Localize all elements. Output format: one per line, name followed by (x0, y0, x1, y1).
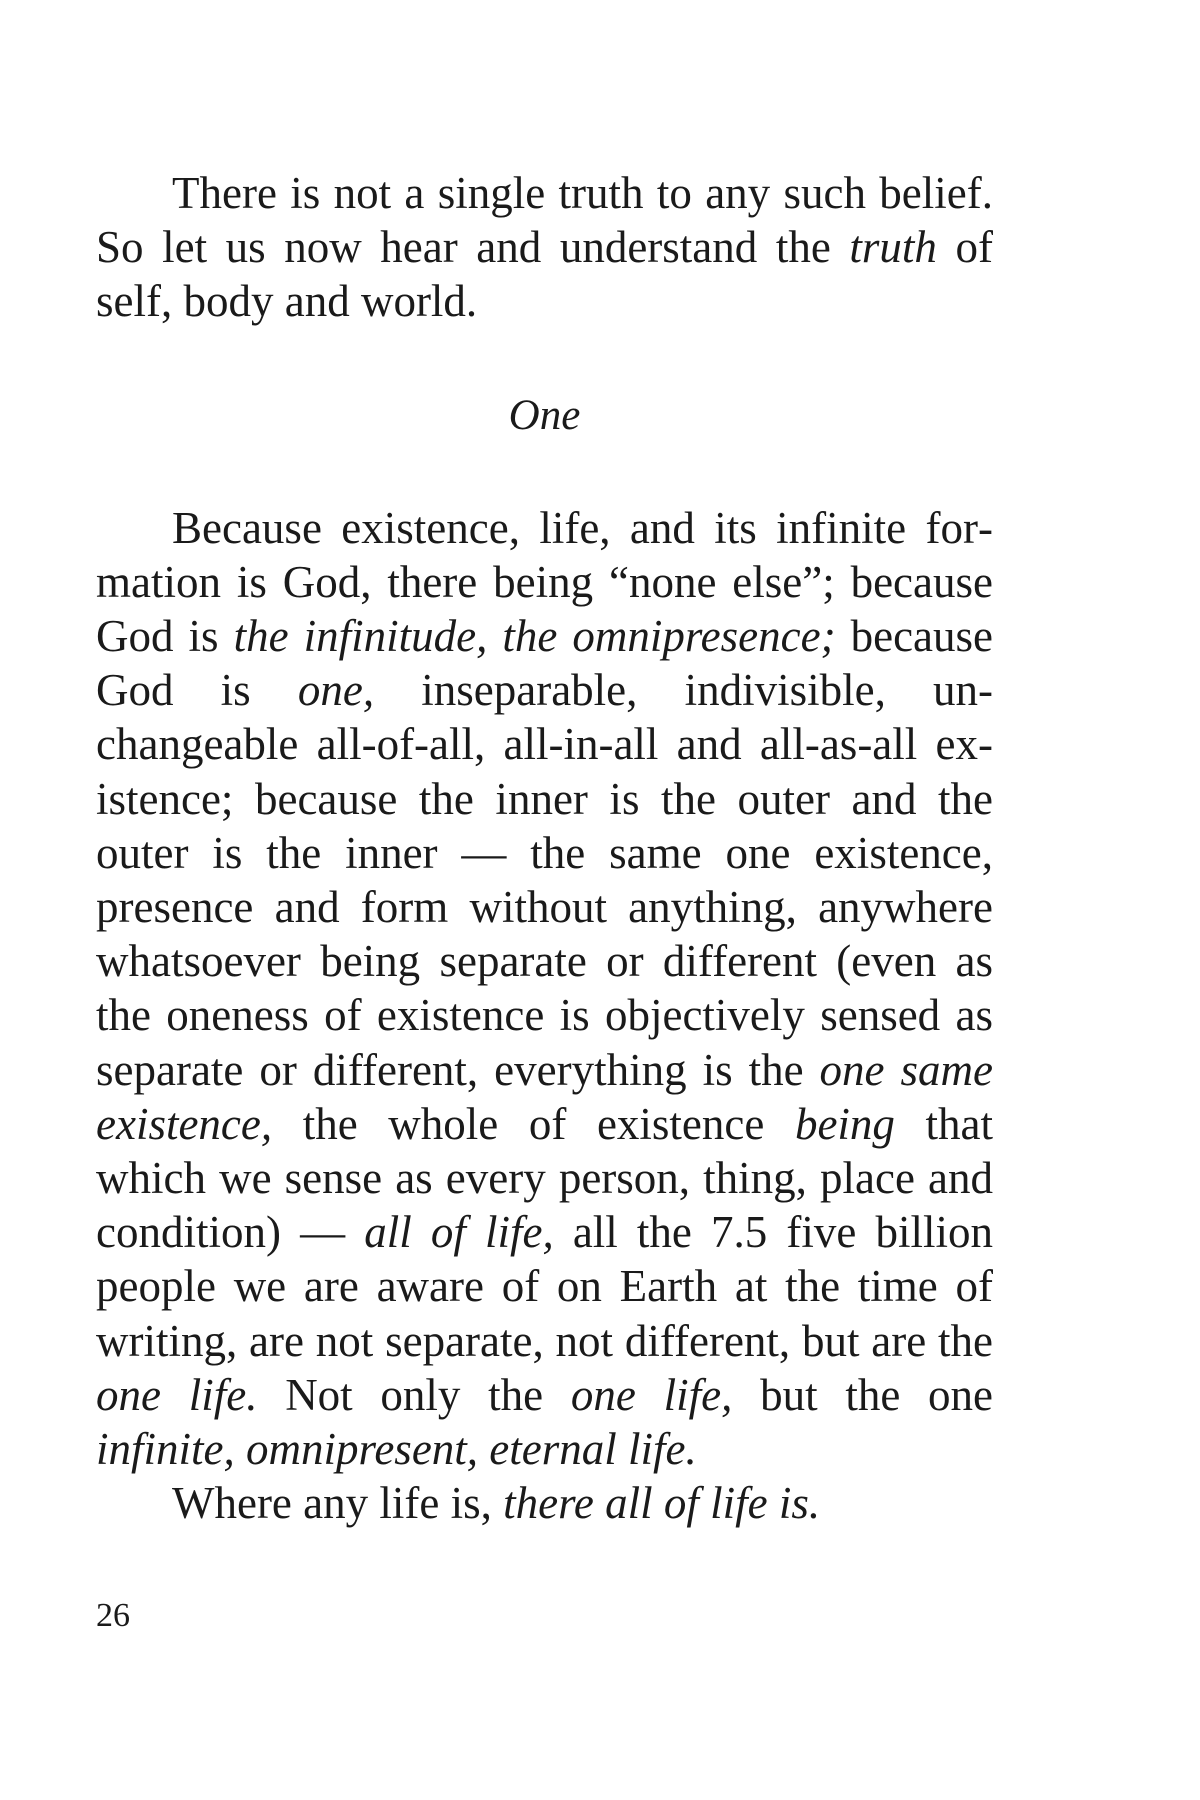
text-run: all the 7.5 five billion people we are aware of on Earth at the time of writing, are not separate, not different, but are the (96, 1207, 993, 1366)
paragraph-main (96, 501, 993, 1477)
text-run: inseparable, indivisible, unchangeable all-of-all, all-in-all and all-as-all existence; because the inner is the outer and the outer is the inner — the same one existence, presence and form without anything, anywhere whatsoever being separate or different (even as the oneness of existence is objectively sensed as separate or different, everything is the (96, 665, 993, 1095)
section-heading: One (508, 391, 581, 439)
paragraph-intro (96, 166, 993, 329)
text-run: Not only the (257, 1369, 571, 1420)
page-body (96, 166, 993, 1530)
page-number: 26 (96, 1597, 130, 1634)
text-run: There is not a single truth to any such belief. So let us now hear and understand the (96, 168, 993, 273)
text-run: of self, body and world. (96, 222, 993, 327)
text-run: because God is (96, 611, 994, 716)
italic-run: one same existence, (96, 1044, 993, 1149)
italic-run: one life, (570, 1369, 733, 1420)
paragraph-closing (96, 1476, 993, 1530)
text-run: the whole of existence (272, 1098, 795, 1149)
italic-run: being (794, 1098, 895, 1149)
italic-run: truth (849, 222, 937, 273)
text-run: but the one (732, 1369, 994, 1420)
text-run: that which we sense as every person, thing, place and condition) — (96, 1098, 994, 1258)
italic-run: infinite, omnipresent, eternal life. (96, 1424, 697, 1475)
text-run: Because existence, life, and its infinite formation is God, there being “none else”; because God is (96, 502, 993, 662)
italic-run: one, (297, 665, 375, 716)
italic-run: all of life, (364, 1207, 554, 1258)
text-run: Where any life is, (172, 1478, 504, 1529)
italic-run: one life. (96, 1369, 258, 1420)
italic-run: the infinitude, the omnipresence; (233, 611, 836, 662)
italic-run: there all of life is. (503, 1478, 821, 1529)
